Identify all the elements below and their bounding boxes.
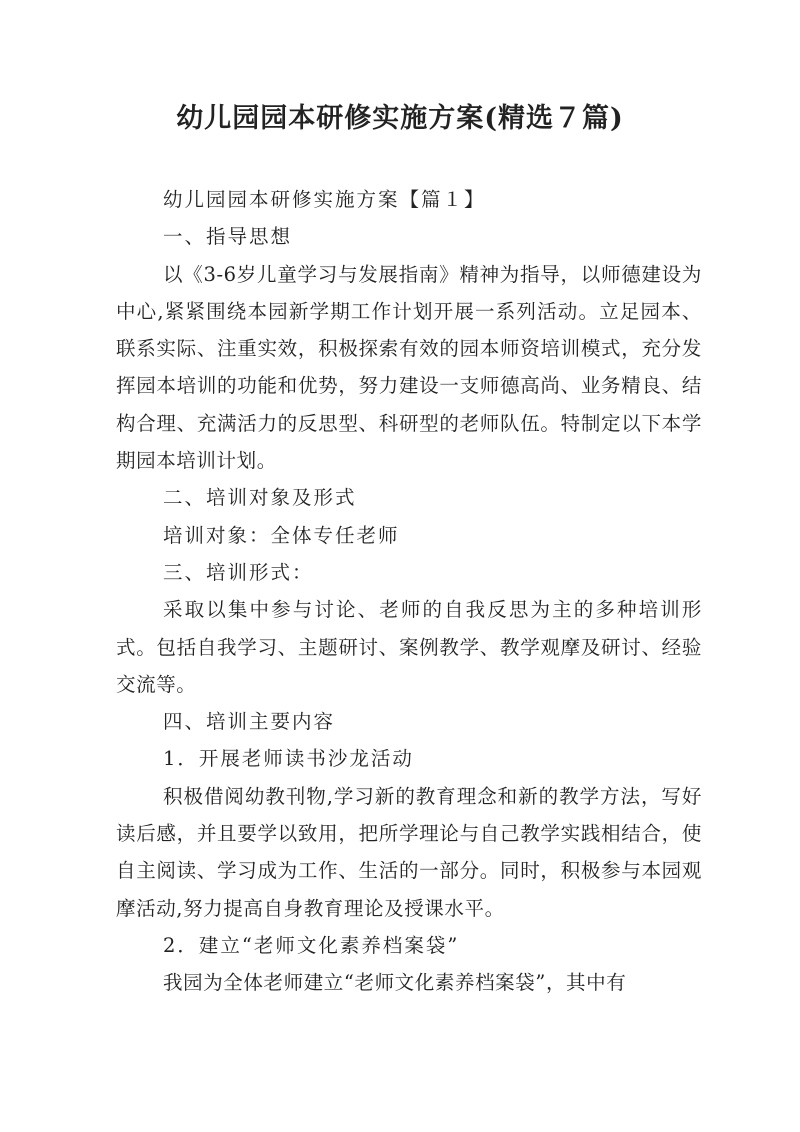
subsection-heading: 1．开展老师读书沙龙活动 xyxy=(163,747,414,771)
section-heading: 幼儿园园本研修实施方案【篇１】 xyxy=(163,188,486,211)
body-paragraph: 采取以集中参与讨论、老师的自我反思为主的多种培训形式。包括自我学习、主题研讨、案例教学、教学观摩及研讨、经验交流等。 xyxy=(116,598,702,696)
section-heading: 二、培训对象及形式 xyxy=(163,486,357,510)
body-paragraph: 以《3-6岁儿童学习与发展指南》精神为指导，以师德建设为中心,紧紧围绕本园新学期工作计划开展一系列活动。立足园本、联系实际、注重实效，积极探索有效的园本师资培训模式，充分发挥园本培训的功能和优势，努力建设一支师德高尚、业务精良、结构合理、充满活力的反思型、科研型的老师队伍。特制定以下本学期园本培训计划。 xyxy=(116,262,702,473)
body-paragraph: 培训对象：全体专任老师 xyxy=(163,523,400,547)
section-heading: 一、指导思想 xyxy=(163,225,293,249)
body-paragraph: 积极借阅幼教刊物,学习新的教育理念和新的教学方法，写好读后感，并且要学以致用，把所学理论与自己教学实践相结合，使自主阅读、学习成为工作、生活的一部分。同时，积极参与本园观摩活动,努力提高自身教育理论及授课水平。 xyxy=(116,784,702,920)
section-heading: 四、培训主要内容 xyxy=(163,710,336,734)
subsection-heading: 2．建立“老师文化素养档案袋” xyxy=(163,933,460,957)
section-heading: 三、培训形式： xyxy=(163,560,314,584)
document-body xyxy=(116,181,702,1002)
body-paragraph: 我园为全体老师建立“老师文化素养档案袋”，其中有 xyxy=(163,971,627,995)
document-title: 幼儿园园本研修实施方案(精选７篇) xyxy=(176,103,624,134)
